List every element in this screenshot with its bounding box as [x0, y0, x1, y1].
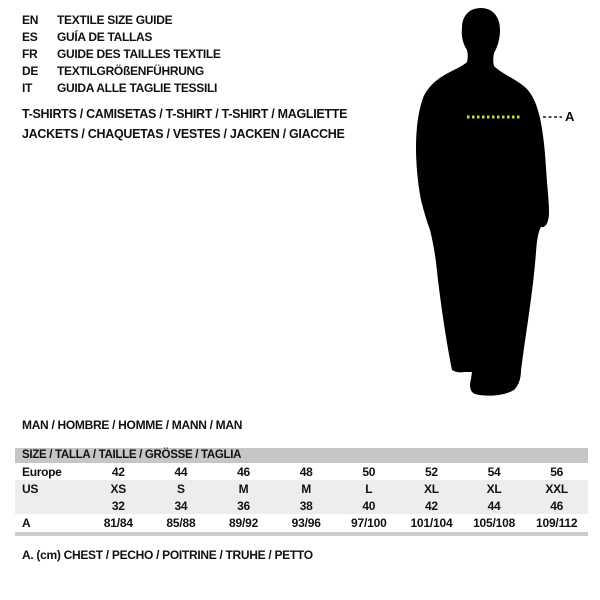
table-cell: 38 — [299, 498, 313, 513]
category-jackets: JACKETS / CHAQUETAS / VESTES / JACKEN / GIACCHE — [22, 127, 345, 141]
language-label: TEXTILGRÖßENFÜHRUNG — [57, 63, 204, 78]
table-cell: 89/92 — [229, 516, 259, 530]
table-cell: XS — [110, 481, 127, 496]
language-row — [22, 45, 221, 62]
table-cell: 109/112 — [536, 516, 578, 530]
language-row — [22, 79, 221, 96]
language-label: TEXTILE SIZE GUIDE — [57, 12, 173, 27]
language-code: FR — [22, 46, 38, 61]
table-cell: XL — [486, 481, 502, 496]
table-cell: 40 — [362, 498, 376, 513]
language-row — [22, 62, 221, 79]
table-cell: 54 — [487, 464, 501, 479]
table-cell: 32 — [111, 498, 125, 513]
category-tshirts: T-SHIRTS / CAMISETAS / T-SHIRT / T-SHIRT / MAGLIETTE — [22, 107, 348, 121]
table-cell: M — [238, 481, 249, 496]
table-cell: 97/100 — [351, 516, 387, 530]
table-cell: 46 — [550, 498, 564, 513]
language-code: DE — [22, 63, 39, 78]
table-cell: 56 — [550, 464, 564, 479]
table-cell: 36 — [237, 498, 251, 513]
table-cell: XXL — [545, 481, 569, 496]
row-label: Europe — [22, 464, 62, 479]
table-cell: 52 — [424, 464, 438, 479]
table-row-europe — [15, 463, 588, 480]
size-table-header: SIZE / TALLA / TAILLE / GRÖSSE / TAGLIA — [15, 448, 588, 463]
size-table — [15, 448, 588, 536]
language-row — [22, 11, 221, 28]
table-row-a-chest — [15, 514, 588, 532]
table-cell: 42 — [111, 464, 125, 479]
table-row-us — [15, 480, 588, 497]
table-cell: 46 — [237, 464, 251, 479]
footnote-chest: A. (cm) CHEST / PECHO / POITRINE / TRUHE / PETTO — [22, 548, 313, 562]
row-label: A — [22, 516, 31, 530]
table-cell: 101/104 — [410, 516, 453, 530]
language-code: ES — [22, 29, 38, 44]
section-title-man: MAN / HOMBRE / HOMME / MANN / MAN — [22, 418, 243, 432]
table-cell: 44 — [487, 498, 501, 513]
language-label: GUIDE DES TAILLES TEXTILE — [57, 46, 221, 61]
table-cell: 93/96 — [291, 516, 321, 530]
table-cell: 34 — [174, 498, 188, 513]
table-cell: 42 — [424, 498, 438, 513]
language-label: GUÍA DE TALLAS — [57, 29, 153, 44]
table-cell: M — [301, 481, 312, 496]
table-cell: 81/84 — [103, 516, 133, 530]
language-row — [22, 28, 221, 45]
man-silhouette — [416, 8, 549, 396]
table-bottom-bar — [15, 532, 588, 536]
table-cell: S — [177, 481, 185, 496]
language-code: EN — [22, 12, 39, 27]
table-row-us-numeric — [15, 497, 588, 514]
measure-label-a: A — [565, 109, 575, 124]
table-cell: 85/88 — [166, 516, 196, 530]
table-cell: 44 — [174, 464, 188, 479]
garment-categories — [22, 104, 347, 144]
row-label: US — [22, 481, 39, 496]
language-label: GUIDA ALLE TAGLIE TESSILI — [57, 80, 218, 95]
table-cell: L — [365, 481, 373, 496]
table-cell: XL — [423, 481, 439, 496]
language-code: IT — [22, 80, 33, 95]
man-silhouette-figure — [390, 0, 600, 400]
table-cell: 50 — [362, 464, 376, 479]
table-cell: 105/108 — [473, 516, 516, 530]
language-legend — [22, 11, 221, 96]
table-cell: 48 — [299, 464, 313, 479]
